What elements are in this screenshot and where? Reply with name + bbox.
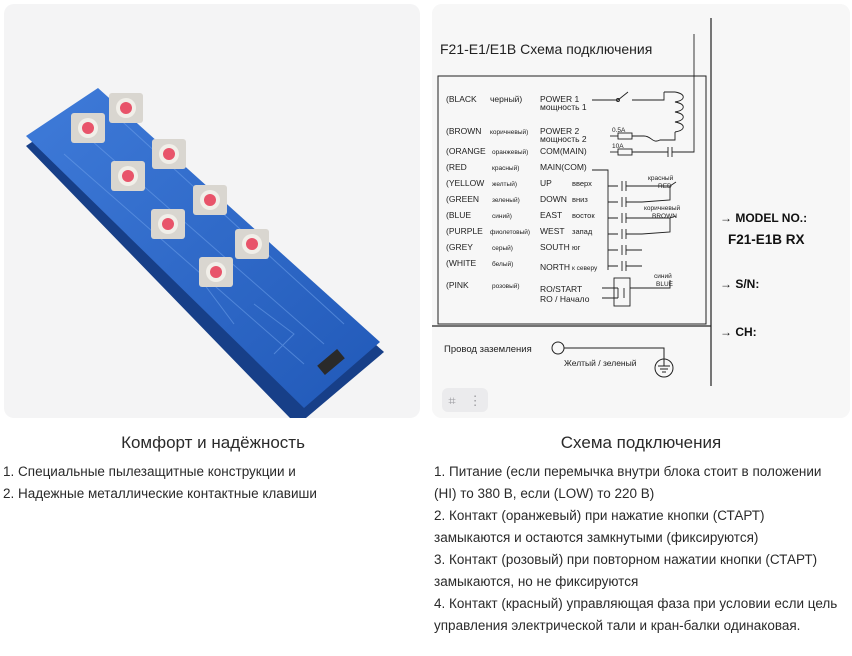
terminal-label: EAST [540,210,563,220]
camera-icon[interactable]: ⌗ [448,392,456,408]
terminal-label: POWER 2 [540,126,580,136]
terminal-label-ru: восток [572,211,595,220]
wire-tag-blue: BLUE [656,281,673,288]
wire-tag-brown-ru: коричневый [644,205,681,212]
wire-label: (BLUE [446,210,472,220]
terminal-label-ru: юг [572,243,581,252]
wire-label: (GREEN [446,194,480,204]
list-item: 4. Контакт (красный) управляющая фаза при условии если цель управления электрической тали и кран-балки одинаковая. [434,596,838,633]
wire-color-ru: коричневый) [490,129,529,136]
terminal-label: SOUTH [540,242,570,252]
ground-wire-color: Желтый / зеленый [564,358,637,368]
wiring-diagram [432,4,850,418]
wire-label: (GREY [446,242,473,252]
fuse-label: 10A [612,143,624,150]
wire-label: (RED [446,162,467,172]
wire-color-ru: зеленый) [492,197,520,204]
wire-label: (PURPLE [446,226,483,236]
terminal-label-ru: мощность 1 [540,102,587,112]
remote-pcb-photo [4,4,420,418]
terminal-label-ru: запад [572,227,593,236]
wire-color-ru: красный) [492,165,520,172]
wire-tag-red-ru: красный [648,175,674,182]
list-item: 3. Контакт (розовый) при повторном нажатии кнопки (СТАРТ) замыкаются, но не фиксируются [434,552,818,589]
diagram-title: F21-E1/E1B Схема подключения [440,41,653,57]
terminal-label: COM(MAIN) [540,146,587,156]
wire-color-ru: серый) [492,245,513,252]
terminal-label: DOWN [540,194,567,204]
wire-label: (BLACK [446,94,477,104]
model-no-value: F21-E1B RX [728,232,805,247]
model-no-label: → MODEL NO.: [720,211,808,225]
terminal-label: UP [540,178,552,188]
terminal-label: MAIN(COM) [540,162,587,172]
terminal-label: RO/START [540,284,583,294]
wire-label: (PINK [446,280,469,290]
product-photo-card [4,4,420,418]
list-item: 1. Питание (если перемычка внутри блока стоит в положении (HI) то 380 В, если (LOW) то 220 В) [434,464,822,501]
wire-color-ru: фиолетовый) [490,229,531,236]
list-item: 2. Надежные металлические контактные клавиши [3,486,317,501]
fuse-label: 0.5A [612,127,626,134]
left-caption-title: Комфорт и надёжность [121,433,305,452]
terminal-label-ru: вниз [572,195,588,204]
list-item: 2. Контакт (оранжевый) при нажатие кнопки (СТАРТ) замыкаются и остаются замкнутыми (фиксируются) [434,508,765,545]
terminal-label: NORTH [540,262,571,272]
right-caption-title: Схема подключения [560,433,722,452]
wire-tag-red: RED [658,183,672,190]
terminal-label-ru: мощность 2 [540,134,587,144]
serial-number-label: → S/N: [720,277,760,291]
wire-color-ru: черный) [490,94,523,104]
wire-color-ru: желтый) [492,181,517,188]
wiring-diagram-card [432,4,850,418]
image-toolbar [442,388,488,412]
wire-color-ru: белый) [492,261,514,268]
terminal-label: WEST [540,226,565,236]
wire-tag-brown: BROWN [652,213,677,220]
list-item: 1. Специальные пылезащитные конструкции и [3,464,296,479]
wire-label: (ORANGE [446,146,486,156]
wire-color-ru: оранжевый) [492,149,529,156]
wire-color-ru: розовый) [492,283,520,290]
left-feature-list [3,461,423,505]
terminal-label-ru: RO / Начало [540,294,590,304]
wire-label: (BROWN [446,126,482,136]
terminal-label-ru: вверх [572,179,592,188]
right-instructions-list [434,461,844,637]
wire-tag-blue-ru: синий [654,273,672,280]
ground-wire-label: Провод заземления [444,344,532,355]
wire-label: (WHITE [446,258,477,268]
wire-label: (YELLOW [446,178,485,188]
terminal-label-ru: к северу [572,265,598,272]
channel-label: → CH: [720,325,757,339]
more-vertical-icon[interactable]: ⋮ [468,392,482,408]
wire-color-ru: синий) [492,213,512,220]
terminal-label: POWER 1 [540,94,580,104]
